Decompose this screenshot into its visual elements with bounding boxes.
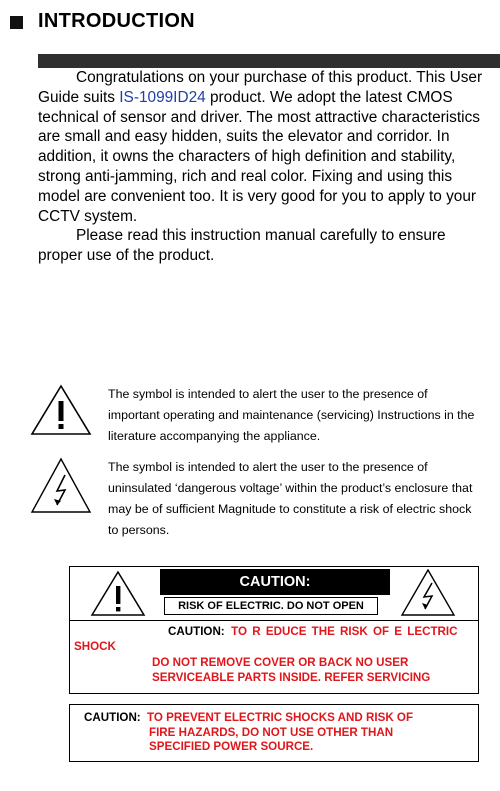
caution-power-line-2: FIRE HAZARDS, DO NOT USE OTHER THAN bbox=[149, 725, 394, 739]
caution-box-power bbox=[69, 704, 479, 762]
section-header bbox=[8, 10, 500, 40]
caution-line-2-warning: SHOCK bbox=[74, 640, 116, 653]
lightning-triangle-icon bbox=[400, 569, 456, 617]
caution-line-3-warning: DO NOT REMOVE COVER OR BACK NO USER SERVICEABLE PARTS INSIDE. REFER SERVICING bbox=[152, 656, 431, 684]
intro-paragraph-2-text: Please read this instruction manual carefully to ensure proper use of the product. bbox=[38, 227, 446, 265]
caution-power-label: CAUTION: bbox=[84, 711, 141, 724]
square-bullet-icon bbox=[10, 16, 23, 29]
lightning-triangle-icon bbox=[30, 457, 92, 517]
exclamation-triangle-icon bbox=[30, 384, 92, 436]
symbol-explanation-1 bbox=[30, 384, 490, 454]
intro-text-after-model: product. We adopt the latest CMOS technical of sensor and driver. The most attractive characteristics are small and easy hidden, suits the elevator and corridor. In addition, it owns the characters of high definition and stability, strong anti-jamming, rich and real color. Fixing and using this model are convenient too. It is very good for you to apply to your CCTV system. bbox=[38, 88, 480, 225]
caution-line-1-label: CAUTION: bbox=[168, 625, 225, 638]
section-title: INTRODUCTION bbox=[38, 10, 195, 32]
caution-header-subtitle: RISK OF ELECTRIC. DO NOT OPEN bbox=[164, 597, 378, 615]
intro-paragraph-2 bbox=[38, 226, 486, 266]
symbol-2-text: The symbol is intended to alert the user to the presence of uninsulated ‘dangerous voltage’ within the product’s enclosure that may be of sufficient Magnitude to constitute a risk of electric shock to persons. bbox=[108, 460, 473, 537]
symbol-1-text: The symbol is intended to alert the user to the presence of important operating and maintenance (servicing) Instructions in the literature accompanying the appliance. bbox=[108, 387, 475, 443]
model-number: IS-1099ID24 bbox=[119, 88, 206, 106]
exclamation-triangle-icon bbox=[90, 571, 146, 617]
intro-text-before-model: Congratulations on your purchase of this product. This User Guide suits bbox=[38, 69, 483, 106]
caution-box-electric bbox=[69, 566, 479, 694]
caution-line-1 bbox=[168, 625, 458, 638]
caution-power-line-3: SPECIFIED POWER SOURCE. bbox=[149, 740, 314, 753]
symbol-explanation-2 bbox=[30, 457, 490, 547]
caution-power-line-1: TO PREVENT ELECTRIC SHOCKS AND RISK OF bbox=[147, 711, 414, 724]
caution-power-text bbox=[147, 711, 472, 755]
header-divider-bar bbox=[38, 54, 500, 68]
intro-paragraph-1 bbox=[38, 68, 486, 226]
caution-box-divider bbox=[70, 620, 478, 621]
caution-line-1-warning: TO R EDUCE THE RISK OF E LECTRIC bbox=[231, 625, 458, 638]
caution-header-title: CAUTION: bbox=[160, 569, 390, 595]
caution-header bbox=[160, 569, 390, 617]
intro-text bbox=[38, 68, 486, 266]
